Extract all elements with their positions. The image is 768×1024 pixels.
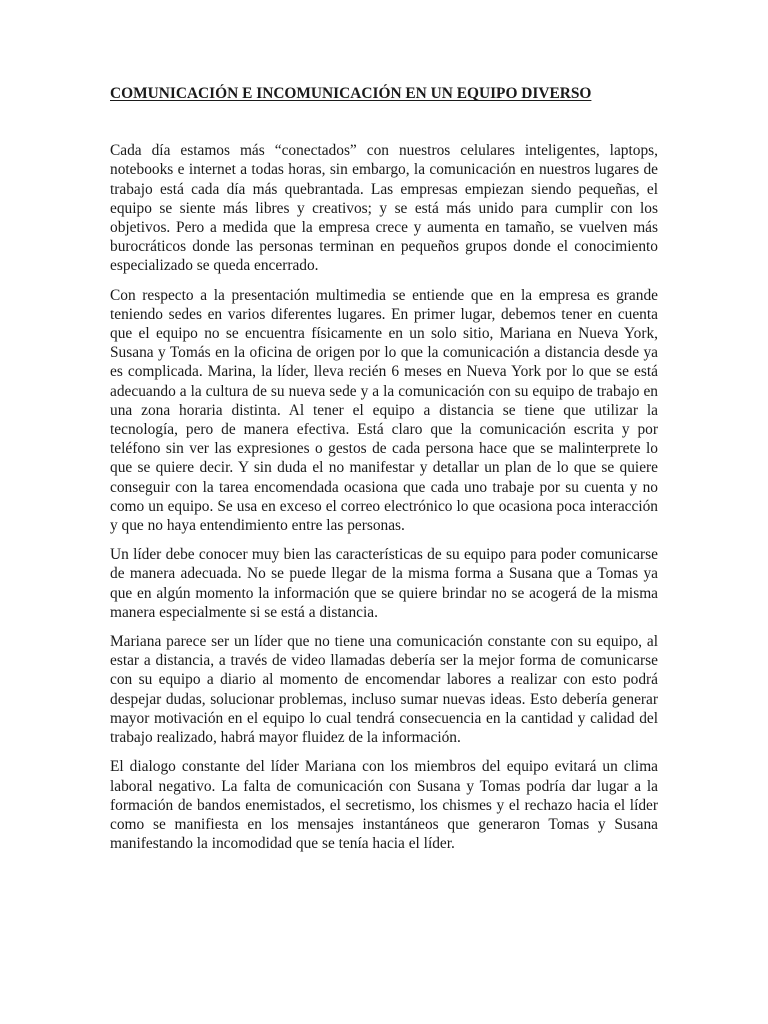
paragraph-2: Con respecto a la presentación multimedia se entiende que en la empresa es grande teniendo sedes en varios diferentes lugares. En primer lugar, debemos tener en cuenta que el equipo no se encuentra físicamente en un solo sitio, Mariana en Nueva York, Susana y Tomás en la oficina de origen por lo que la comunicación a distancia desde ya es complicada. Marina, la líder, lleva recién 6 meses en Nueva York por lo que se está adecuando a la cultura de su nueva sede y a la comunicación con su equipo de trabajo en una zona horaria distinta. Al tener el equipo a distancia se tiene que utilizar la tecnología, pero de manera efectiva. Está claro que la comunicación escrita y por teléfono sin ver las expresiones o gestos de cada persona hace que se malinterprete lo que se quiere decir. Y sin duda el no manifestar y detallar un plan de lo que se quiere conseguir con la tarea encomendada ocasiona que cada uno trabaje por su cuenta y no como un equipo. Se usa en exceso el correo electrónico lo que ocasiona poca interacción y que no haya entendimiento entre las personas. <box>110 286 658 535</box>
paragraph-1: Cada día estamos más “conectados” con nuestros celulares inteligentes, laptops, notebooks e internet a todas horas, sin embargo, la comunicación en nuestros lugares de trabajo está cada día más quebrantada. Las empresas empiezan siendo pequeñas, el equipo se siente más libres y creativos; y se está más unido para cumplir con los objetivos. Pero a medida que la empresa crece y aumenta en tamaño, se vuelven más burocráticos donde las personas terminan en pequeños grupos donde el conocimiento especializado se queda encerrado. <box>110 142 658 275</box>
paragraph-5: El dialogo constante del líder Mariana con los miembros del equipo evitará un clima laboral negativo. La falta de comunicación con Susana y Tomas podría dar lugar a la formación de bandos enemistados, el secretismo, los chismes y el rechazo hacia el líder como se manifiesta en los mensajes instantáneos que generaron Tomas y Susana manifestando la incomodidad que se tenía hacia el líder. <box>110 758 658 853</box>
document-body <box>110 84 658 863</box>
paragraph-4: Mariana parece ser un líder que no tiene una comunicación constante con su equipo, al estar a distancia, a través de video llamadas debería ser la mejor forma de comunicarse con su equipo a diario al momento de encomendar labores a realizar con esto podrá despejar dudas, solucionar problemas, incluso sumar nuevas ideas. Esto debería generar mayor motivación en el equipo lo cual tendrá consecuencia en la cantidad y calidad del trabajo realizado, habrá mayor fluidez de la información. <box>110 633 658 747</box>
paragraph-3: Un líder debe conocer muy bien las características de su equipo para poder comunicarse de manera adecuada. No se puede llegar de la misma forma a Susana que a Tomas ya que en algún momento la información que se quiere brindar no se acogerá de la misma manera especialmente si se está a distancia. <box>110 546 658 621</box>
document-title: COMUNICACIÓN E INCOMUNICACIÓN EN UN EQUIPO DIVERSO <box>110 85 592 102</box>
